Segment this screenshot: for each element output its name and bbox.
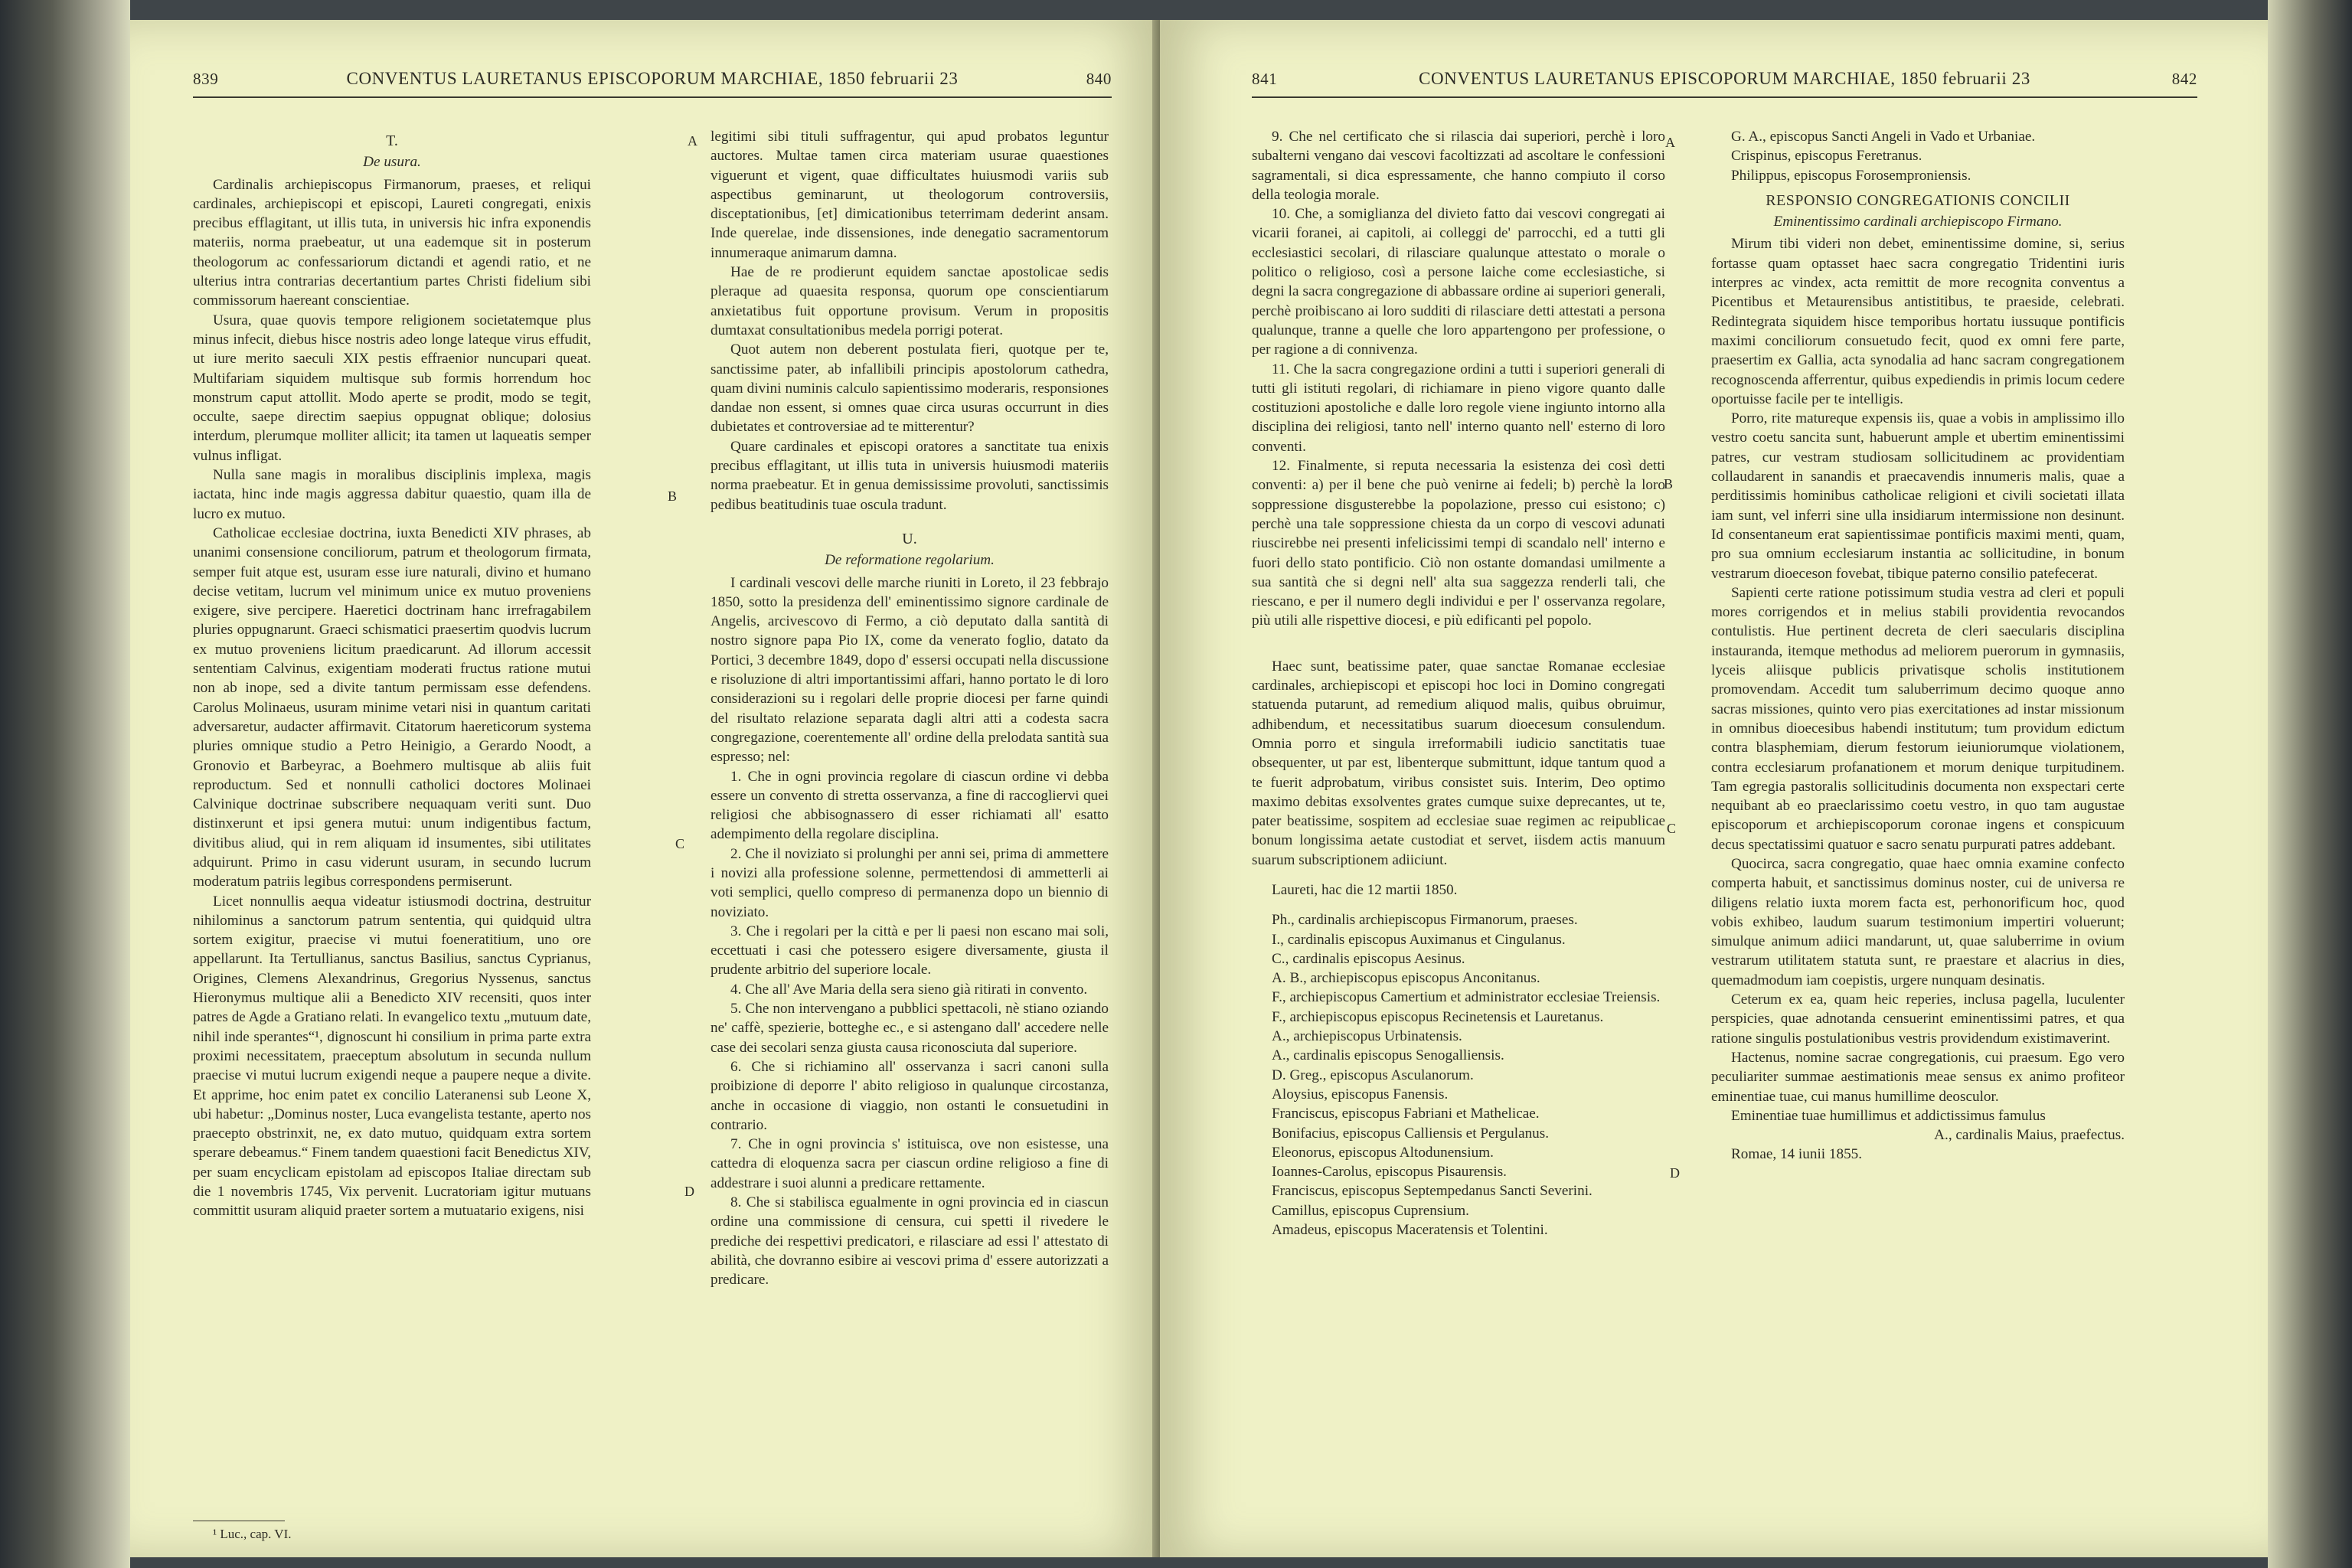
page-number: 841	[1252, 70, 1278, 88]
paragraph: Hactenus, nomine sacrae congregationis, cui praesum. Ego vero peculiariter summae aestimationis meae sensus ex animo profiteor eminentiae tuae, cui manus humillime deosculor.	[1711, 1049, 2125, 1105]
running-head-right	[1252, 69, 2197, 100]
paragraph: Quot autem non deberent postulata fieri, quotque per te, sanctissime pater, ab infallibili principis apostolorum cathedra, quam divini numinis calculo sapientissimo moderaris, responsiones dandae non essent, si omnes quae circa usuras occurrunt in dies dubietates et controversiae ad te mitterentur?	[710, 341, 1109, 436]
signature: Camillus, episcopus Cuprensium.	[1272, 1202, 1469, 1219]
signature: Eleonorus, episcopus Altodunensium.	[1272, 1144, 1494, 1161]
signature: Bonifacius, episcopus Calliensis et Pergulanus.	[1272, 1125, 1550, 1142]
signature: F., archiepiscopus Camertium et administrator ecclesiae Treiensis.	[1272, 989, 1661, 1006]
signature: Ioannes-Carolus, episcopus Pisaurensis.	[1272, 1164, 1507, 1181]
signature: Franciscus, episcopus Fabriani et Mathelicae.	[1272, 1106, 1540, 1122]
paragraph: Mirum tibi videri non debet, eminentissime domine, si, serius fortasse quam optasset haec sacra congregatio Tridentini iuris interpres ac vindex, acta remittit de more recognita conventus a Picentibus et Metaurensibus antistitibus, te praeside, celebrati. Redintegrata siquidem hisce temporibus hortatu iussuque pontificis maximi conciliorum consuetudo fecit, quod ex omni fere parte, praesertim ex Gallia, acta synodalia ad hanc sacram congregationem recognoscenda afferrentur, quibus expediendis in primis locum cedere oportuisse facile per te intelligis.	[1711, 236, 2125, 407]
paragraph: Quocirca, sacra congregatio, quae haec omnia examine confecto comperta habuit, et sanctissimus dominus noster, cui de universa re diligens relatio iuxta morem facta est, perhonorificum hoc, quod vobis exhibeo, laudum suarum testimonium impertiri voluerunt; simulque animum adiici mandarunt, ut, quae saluberrime in ovium vestrarum utilitatem statuta sunt, re praestare et alacrius in dies, quemadmodum iam coepistis, urgere nunquam desinatis.	[1711, 855, 2125, 988]
paragraph: 7. Che in ogni provincia s' istituisca, ove non esistesse, una cattedra di eloquenza sacra per ciascun ordine religioso a fine di addestrare i suoi alunni a predicare rettamente.	[710, 1136, 1109, 1191]
margin-mark: A	[1665, 135, 1675, 150]
signature: Amadeus, episcopus Maceratensis et Tolentini.	[1272, 1222, 1548, 1239]
right-col-1	[1252, 127, 1665, 1240]
paragraph: 12. Finalmente, si reputa necessaria la esistenza dei così detti conventi: a) per il bene che può venirne ai fedeli; b) perchè la loro soppressione disgusterebbe la popolazione, presso cui esistono; c) perchè una tale soppressione chiesta da un corpo di vescovi adunati riuscirebbe nei presenti infelicissimi tempi di scandalo nell' interno e fuori dello stato pontificio. Ciò non ostante domandasi umilmente a sua santità che si degni nell' alta sua saggezza renderli tali, che riescano, e per il numero degli individui e per l' osservanza regolare, più utili alle rispettive diocesi, e più edificanti pel popolo.	[1252, 458, 1665, 629]
date-line: Romae, 14 iunii 1855.	[1731, 1146, 1863, 1163]
paragraph: 8. Che si stabilisca egualmente in ogni provincia ed in ciascun ordine una commissione di censura, cui spetti il rivedere le prediche dei respettivi predicatori, e rilasciare ad essi l' attestato di abilità, che dovranno esibire ai vescovi prima d' essere autorizzati a predicare.	[710, 1194, 1109, 1289]
footnote: ¹ Luc., cap. VI.	[213, 1527, 292, 1541]
paragraph: 1. Che in ogni provincia regolare di ciascun ordine vi debba essere un convento di stretta osservanza, a fine di raccogliervi quei religiosi che abbisognassero di esser richiamati all' esatto adempimento della regolare disciplina.	[710, 768, 1109, 843]
paragraph: 10. Che, a somiglianza del divieto fatto dai vescovi congregati ai vicarii foranei, ai capitoli, ai colleggi de' parrocchi, ed a tutti gli ecclesiastici secolari, di rilasciare qualunque attestato o morale o politico o religioso, così a persone laiche come ecclesiastiche, si degni la sacra congregazione di abbassare ordine ai superiori generali, perchè proibiscano ai loro sudditi di rilasciare detti attestati a persona qualunque, tranne a quelle che loro appartengono per professione, o per ragione a di connivenza.	[1252, 206, 1665, 358]
signature: Philippus, episcopus Forosemproniensis.	[1731, 167, 1971, 184]
signature: Aloysius, episcopus Fanensis.	[1272, 1086, 1449, 1102]
section-title: De usura.	[363, 154, 421, 171]
paragraph: Nulla sane magis in moralibus disciplinis implexa, magis iactata, hinc inde magis aggressa dabitur quaestio, quam illa de lucro ex mutuo.	[193, 467, 591, 522]
closing-signature: A., cardinalis Maius, praefectus.	[1934, 1127, 2125, 1144]
signature: A., archiepiscopus Urbinatensis.	[1272, 1028, 1462, 1045]
margin-mark: B	[1664, 476, 1674, 492]
paragraph: 9. Che nel certificato che si rilascia dai superiori, perchè i loro subalterni vengano dai vescovi facoltizzati ad ascoltare le confessioni sagramentali, si dica espressamente, che hanno compiuto il corso della teologia morale.	[1252, 129, 1665, 203]
right-col-2	[1711, 127, 2125, 1165]
paragraph: Hae de re prodierunt equidem sanctae apostolicae sedis pleraque ad quaesita responsa, quorum ope conscientiarum anxietatibus fuit opportune provisum. Verum in propositis dumtaxat consultationibus medela porrigi poterat.	[710, 264, 1109, 338]
paragraph: 2. Che il noviziato si prolunghi per anni sei, prima di ammettere i novizi alla professione solenne, permettendosi di ammetterli ai voti semplici, quello compreso di permanenza dopo un biennio di noviziato.	[710, 845, 1109, 920]
paragraph: 4. Che all' Ave Maria della sera sieno già ritirati in convento.	[730, 981, 1088, 998]
running-head-left	[193, 69, 1112, 100]
left-col-2	[710, 127, 1109, 1290]
signature: G. A., episcopus Sancti Angeli in Vado et Urbaniae.	[1731, 129, 2036, 145]
signature: A. B., archiepiscopus episcopus Anconitanus.	[1272, 970, 1540, 987]
paragraph: Cardinalis archiepiscopus Firmanorum, praeses, et reliqui cardinales, archiepiscopi et episcopi, Laureti congregati, enixis precibus efflagitant, ut illis tuta, in universis hic infra exponendis materiis, norma praebeatur, ut una eademque sit in posterum theologorum ac confessariorum dictandi et agendi ratio, et ne ulterius intra contrarias decertantium partes Christi fidelium sibi commissorum haereant conscientiae.	[193, 176, 591, 309]
paragraph: legitimi sibi tituli suffragentur, qui apud probatos leguntur auctores. Multae tamen circa materiam usurae quaestiones viguerunt et vigent, quae difficultates huiusmodi variis sub aspectibus geminarunt, ut theologorum controversiis, disceptationibus, [et] dimicationibus teterrimam dederint ansam. Inde querelae, inde dissensiones, inde denegatio sacramentorum innumeraque animarum damna.	[710, 129, 1109, 261]
paragraph: 5. Che non intervengano a pubblici spettacoli, nè stiano oziando ne' caffè, spezierie, botteghe ec., e si astengano dall' accedere nelle case dei secolari senza giusta causa riconosciuta dal superiore.	[710, 1001, 1109, 1056]
paragraph: 6. Che si richiamino all' osservanza i sacri canoni sulla proibizione di deporre l' abito religioso in qualunque circostanza, anche in occasione di viaggio, non ostanti le consuetudini in contrario.	[710, 1058, 1109, 1133]
left-page	[130, 20, 1160, 1557]
margin-mark: C	[1667, 821, 1677, 836]
section-label: T.	[386, 132, 398, 149]
signature: F., archiepiscopus episcopus Recinetensis et Lauretanus.	[1272, 1008, 1604, 1025]
header-rule	[193, 96, 1112, 98]
paragraph: 3. Che i regolari per la città e per li paesi non escano mai soli, eccettuati i casi che potessero esigere diversamente, giusta il prudente arbitrio del superiore locale.	[710, 923, 1109, 978]
section-heading: RESPONSIO CONGREGATIONIS CONCILII	[1766, 191, 2070, 209]
signature: D. Greg., episcopus Asculanorum.	[1272, 1067, 1474, 1083]
signature: Franciscus, episcopus Septempedanus Sancti Severini.	[1272, 1183, 1592, 1200]
margin-mark: D	[684, 1184, 694, 1199]
paragraph: Haec sunt, beatissime pater, quae sanctae Romanae ecclesiae cardinales, archiepiscopi et episcopi hoc loci in Domino congregati statuenda putarunt, ad remedium aliquod malis, quibus obruimur, adhibendum, et necessitatibus suarum dioecesum consulendum. Omnia porro et singula irreformabili iudicio sanctitatis tuae obsequenter, ut par est, libenterque submittunt, idque tantum quod a te fuerit adprobatum, viribus consistet suis. Interim, Deo optimo maximo debitas exsolventes grates cumque suixe deprecantes, ut te, pater beatissime, sospitem ad ecclesiae suae regimen ac reipublicae bonum longissima aetate custodiat et servet, iisdem actis manuum suarum subscriptionem adiiciunt.	[1252, 658, 1665, 868]
page-number: 839	[193, 70, 219, 88]
signature: I., cardinalis episcopus Auximanus et Cingulanus.	[1272, 931, 1566, 948]
date-line: Laureti, hac die 12 martii 1850.	[1272, 881, 1458, 898]
paragraph: Catholicae ecclesiae doctrina, iuxta Benedicti XIV phrases, ab unanimi consensione conciliorum, patrum et theologorum firmata, semper fuit atque est, usuram esse iure naturali, divino et humano decise vetitam, lucrum vel minimum unice ex mutuo proveniens exigere, sive percipere. Haeretici doctrinam hanc irrefragabilem pluries oppugnarunt. Graeci schismatici praesertim quodvis lucrum ex mutuo proveniens licitum praedicarunt. Ad illorum accessit sententiam Calvinus, exigentiam moderati fructus ratione mutui non ab inope, sed a divite tantum permissam esse defendens. Carolus Molinaeus, usuram minime vetari nisi in quantum caritati adversaretur, audacter affirmavit. Citatorum haereticorum systema pluries omnique studio a Petro Heinigio, a Gerardo Noodt, a Gronovio et Barbeyrac, a Boehmero multisque ab aliis fuit reproductum. Sed et nonnulli catholici doctores Molinaei Calvinique doctrinae subscribere nequaquam veriti sunt. Duo distinxerunt et ipsi genera mutui: unum indigentibus factum, divitibus aliud, qui in rem aliquam id insumentes, sibi utilitates adquirunt. Primo in casu viderunt usuram, in secundo lucrum moderatum patriis legibus correspondens permiserunt.	[193, 524, 591, 890]
signature: Crispinus, episcopus Feretranus.	[1731, 148, 1922, 165]
running-title: CONVENTUS LAURETANUS EPISCOPORUM MARCHIAE, 1850 februarii 23	[1419, 69, 2030, 88]
section-subheading: Eminentissimo cardinali archiepiscopo Firmano.	[1773, 214, 2063, 230]
page-number: 842	[2171, 70, 2197, 88]
signature: A., cardinalis episcopus Senogalliensis.	[1272, 1047, 1504, 1064]
margin-mark: A	[688, 133, 697, 149]
paragraph: Licet nonnullis aequa videatur istiusmodi doctrina, destruitur nihilominus a sanctorum patrum sententia, qui quidquid ultra sortem exigitur, praecise vi mutui foeneratitium, uno ore appellarunt. Ita Tertullianus, sanctus Basilius, sanctus Cyprianus, Origines, Clemens Alexandrinus, Gregorius Nyssenus, sanctus Hieronymus multique alii a Benedicto XIV recensiti, quos inter patres de Agde a Gratiano relati. In evangelico textu „mutuum date, nihil inde sperantes“¹, dignoscunt hi consilium in prima parte extra proximi necessitatem, praeceptum absolutum in secunda nullum praecise vi mutui lucrum exigendi neque a paupere neque a divite. Et apprime, hoc enim patet ex concilio Lateranensi sub Leone X, ubi habetur: „Dominus noster, Luca evangelista testante, aperto nos praecepto obstrinxit, ne, ex dato mutuo, quidquam extra sortem sperare debeamus.“ Finem tandem quaestioni facit Benedictus XIV, per suam encyclicam epistolam ad episcopos Italiae directam sub die 1 novembris 1745, Vix pervenit. Lucratoriam igitur mutuans committit usuram aliquid praeter sortem a mutuatario exigens, nisi	[193, 893, 591, 1220]
margin-mark: D	[1670, 1165, 1680, 1181]
paragraph: Porro, rite matureque expensis iis, quae a vobis in amplissimo illo vestro coetu sancita sunt, habuerunt ample et ubertim eminentissimi patres, cur vestram studiosam sollicitudinem ac providentiam collaudarent in sanandis et praecavendis innumeris malis, quae a perditissimis hominibus catholicae religioni et civili societati illata iam sunt, vel inferri sine ulla insidiarum intermissione non desinunt. Id consentaneum erat sapientissimae pontificis maximi menti, quam, pro sua omnium ecclesiarum instantia ac sollicitudine, in bonum vestrarum dioeceson fovebat, tibique paterno consilio patefecerat.	[1711, 410, 2125, 582]
signature: C., cardinalis episcopus Aesinus.	[1272, 950, 1465, 967]
paragraph: Ceterum ex ea, quam heic reperies, inclusa pagella, luculenter perspicies, quae adnotanda censuerint eminentissimi patres, et qua ratione singulis postulationibus vestris providendum existimaverint.	[1711, 991, 2125, 1047]
paragraph: I cardinali vescovi delle marche riuniti in Loreto, il 23 febbrajo 1850, sotto la presidenza dell' eminentissimo signore cardinale de Angelis, arcivescovo di Fermo, a ciò deputato dalla santità di nostro signore papa Pio IX, come da venerato foglio, datato da Portici, 3 decembre 1849, dopo d' essersi occupati nella discussione e risoluzione di altri importantissimi affari, hanno portato le di loro considerazioni su i regolari delle proprie diocesi per farne quindi del risultato relazione separata dagli altri atti a codesta sacra congregazione, coerentemente all' ordine della prelodata santità sua espresso; nel:	[710, 574, 1109, 766]
header-rule	[1252, 96, 2197, 98]
paragraph: Usura, quae quovis tempore religionem societatemque plus minus infecit, diebus hisce nostris adeo longe lateque virus effudit, ut iure merito saeculi XIX pestis effraenior nuncupari queat. Multifariam siquidem multisque sub formis horrendum hoc monstrum caput attollit. Modo aperte se prodit, modo se tegit, occulte, saepe directim saepius oppugnat oblique; dolosius interdum, plerumque molliter allicit; ita tamen ut laqueatis semper vulnus infligat.	[193, 312, 591, 464]
margin-mark: B	[668, 488, 678, 504]
paragraph: Quare cardinales et episcopi oratores a sanctitate tua enixis precibus efflagitant, ut illis tuta in universis huiusmodi materiis norma praebeatur. Et in genua demississime provoluti, sanctissimis pedibus beatitudinis tuae oscula tradunt.	[710, 438, 1109, 513]
left-col-1	[193, 127, 591, 1221]
section-label: U.	[902, 530, 917, 547]
right-page	[1160, 20, 2268, 1557]
margin-mark: C	[675, 836, 685, 851]
page-number: 840	[1086, 70, 1112, 88]
book-edge-left	[0, 0, 130, 1568]
signature: Ph., cardinalis archiepiscopus Firmanorum, praeses.	[1272, 912, 1578, 929]
paragraph: Eminentiae tuae humillimus et addictissimus famulus	[1731, 1107, 2046, 1124]
paragraph: 11. Che la sacra congregazione ordini a tutti i superiori generali di tutti gli istituti regolari, di richiamare in pieno vigore quanto dalle costituzioni apostoliche e dalle loro regole viene ingiunto intorno alla disciplina dei religiosi, tanto nell' interno quanto nell' esterno di loro conventi.	[1252, 361, 1665, 455]
paragraph: Sapienti certe ratione potissimum studia vestra ad cleri et populi mores corrigendos et in melius stabili providentia revocandos contulistis. Hue pertinent decreta de cleri saecularis disciplina instaurandа, itemque methodus ad meliorem puerorum in gymnasiis, lyceis aliisque publicis privatisque scholis institutionem promovendam. Accedit tum saluberrimum decimo quoque anno sacras missiones, quinto vero pias exercitationes ad instar missionum in omnibus dioecesibus habendi institutum; tum providum edictum contra blasphemiam, dierum festorum ieiuniorumque violationem, contra ecclesiarum profanationem et morum denique turpitudinem. Tam egregia pastoralis sollicitudinis documenta non exspectari certe nequibant ab eo praeclarissimo coetu vestro, in quo tam augustae episcoporum et archiepiscoporum coronae ingens et conspicuum decus spectatissimi quatuor e sacro senatu purpurati patres addebant.	[1711, 584, 2125, 853]
book-edge-right	[2268, 0, 2352, 1568]
section-title: De reformatione regolarium.	[825, 552, 995, 569]
running-title: CONVENTUS LAURETANUS EPISCOPORUM MARCHIAE, 1850 februarii 23	[346, 69, 959, 88]
